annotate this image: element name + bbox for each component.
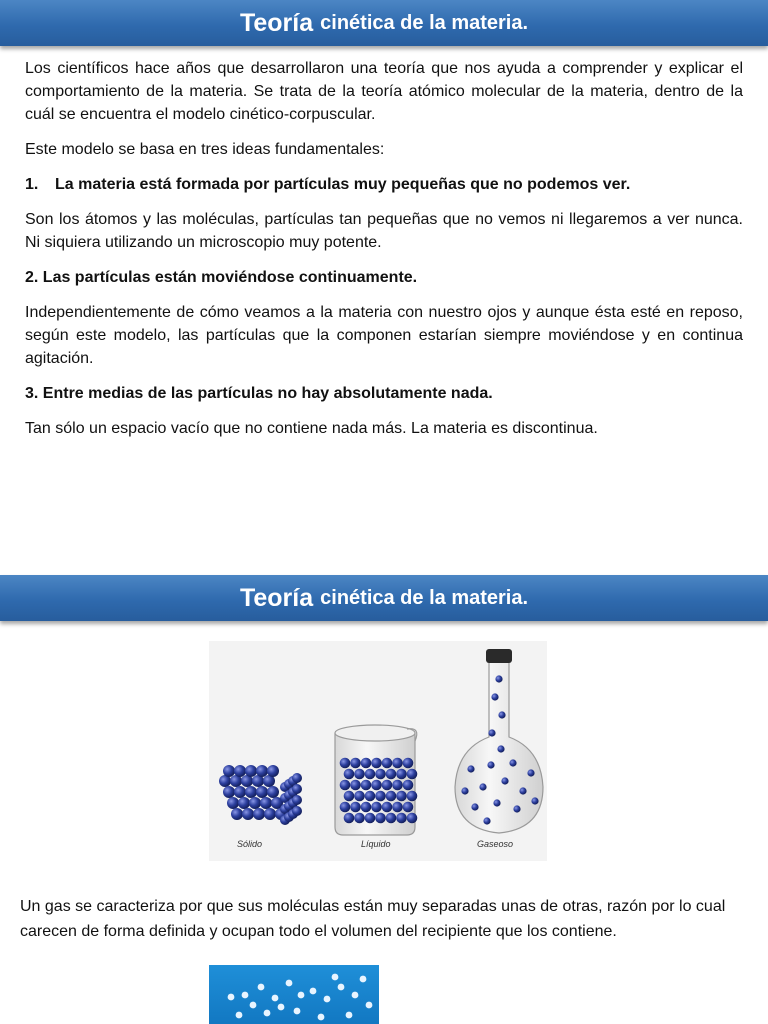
particle (310, 988, 317, 995)
gas-particles-illustration (209, 965, 379, 1024)
label-gas: Gaseoso (477, 839, 514, 849)
particle (407, 769, 418, 780)
particle (344, 813, 355, 824)
particle (396, 791, 407, 802)
particle (386, 791, 397, 802)
particle (361, 758, 372, 769)
particle (493, 799, 500, 806)
particle (318, 1014, 325, 1021)
particle (238, 797, 250, 809)
particle (332, 974, 339, 981)
particle (223, 765, 235, 777)
particle (519, 787, 526, 794)
idea3-heading: 3. Entre medias de las partículas no hay absolutamente nada. (25, 385, 493, 402)
particle (513, 805, 520, 812)
particle (231, 808, 243, 820)
particle (260, 797, 272, 809)
particle (245, 765, 257, 777)
particle (392, 802, 403, 813)
particle (340, 758, 351, 769)
label-solid: Sólido (237, 839, 263, 849)
particle (461, 787, 468, 794)
particle (249, 797, 261, 809)
particle (354, 813, 365, 824)
particle (483, 817, 490, 824)
particle (366, 1002, 373, 1009)
particle (403, 802, 414, 813)
particle (264, 808, 276, 820)
idea3-paragraph: Tan sólo un espacio vacío que no contiene nada más. La materia es discontinua. (25, 420, 598, 437)
particle (267, 765, 279, 777)
particle (386, 769, 397, 780)
particle (354, 769, 365, 780)
lead-paragraph: Este modelo se basa en tres ideas fundamentales: (25, 141, 385, 158)
particle (365, 813, 376, 824)
slide2-title-small: cinética de la materia. (320, 586, 529, 609)
particle (253, 808, 265, 820)
particle (256, 786, 268, 798)
particle (234, 786, 246, 798)
particle (338, 984, 345, 991)
particle (352, 992, 359, 999)
particle (350, 780, 361, 791)
particle (264, 1010, 271, 1017)
particle (292, 806, 302, 816)
particle (361, 802, 372, 813)
particle (371, 802, 382, 813)
idea2-paragraph: Independientemente de cómo veamos a la materia con nuestro ojos y aunque ésta esté en reposo, según este modelo, las partículas que la componen estarían siempre moviéndose y en continua agitación. (25, 304, 743, 367)
particle (360, 976, 367, 983)
particle (527, 769, 534, 776)
particle (531, 797, 538, 804)
particle (228, 994, 235, 1001)
particle (267, 786, 279, 798)
particle (294, 1008, 301, 1015)
gas-paragraph: Un gas se caracteriza por que sus moléculas están muy separadas unas de otras, razón por lo cual carecen de forma definida y ocupan todo el volumen del recipiente que los contiene. (20, 898, 726, 940)
idea1-heading (25, 173, 743, 196)
particle (227, 797, 239, 809)
particle (292, 795, 302, 805)
particle (324, 996, 331, 1003)
particle (479, 783, 486, 790)
particle (392, 780, 403, 791)
particle (386, 813, 397, 824)
particle (471, 803, 478, 810)
particle (344, 769, 355, 780)
particle (407, 813, 418, 824)
particle (258, 984, 265, 991)
intro-paragraph: Los científicos hace años que desarrollaron una teoría que nos ayuda a comprender y explicar el comportamiento de la materia. Se trata de la teoría atómico molecular de la materia, dentro de la cuál se encuentra el modelo cinético-corpuscular. (25, 60, 743, 123)
particle (234, 765, 246, 777)
slide2-title-banner (0, 575, 768, 621)
solid-cube-icon (219, 765, 302, 825)
slide2-title-big: Teoría (239, 583, 314, 612)
particle (375, 769, 386, 780)
slide1-title-small: cinética de la materia. (320, 11, 529, 34)
label-liquid: Líquido (361, 839, 391, 849)
idea1-paragraph: Son los átomos y las moléculas, partículas tan pequeñas que no vemos ni llegaremos a ver nunca. Ni siquiera utilizando un microscopio muy potente. (25, 211, 743, 251)
particle (350, 758, 361, 769)
particle (298, 992, 305, 999)
particle (501, 777, 508, 784)
particle (272, 995, 279, 1002)
particle (242, 808, 254, 820)
particle (340, 780, 351, 791)
particle (396, 769, 407, 780)
particle (236, 1012, 243, 1019)
particle (346, 1012, 353, 1019)
particle (278, 1004, 285, 1011)
idea1-heading-text: La materia está formada por partículas muy pequeñas que no podemos ver. (55, 176, 631, 193)
particle (403, 780, 414, 791)
particle (242, 992, 249, 999)
particle (498, 711, 505, 718)
gas-particles-image (209, 965, 379, 1024)
particle (375, 791, 386, 802)
particle (491, 693, 498, 700)
particle (292, 784, 302, 794)
particle (371, 758, 382, 769)
particle (245, 786, 257, 798)
particle (350, 802, 361, 813)
particle (365, 791, 376, 802)
slide1-title-big: Teoría (239, 8, 314, 37)
particle (292, 773, 302, 783)
particle (354, 791, 365, 802)
particle (407, 791, 418, 802)
particle (371, 780, 382, 791)
idea1-number: 1. (25, 176, 39, 193)
particle (382, 780, 393, 791)
slide1-title-banner (0, 0, 768, 46)
particle (396, 813, 407, 824)
particle (488, 729, 495, 736)
particle (382, 758, 393, 769)
particle (495, 675, 502, 682)
particle (344, 791, 355, 802)
particle (286, 980, 293, 987)
particle (375, 813, 386, 824)
particle (365, 769, 376, 780)
particle (392, 758, 403, 769)
particle (487, 761, 494, 768)
idea2-heading: 2. Las partículas están moviéndose continuamente. (25, 269, 418, 286)
particle (382, 802, 393, 813)
slide1-body (25, 57, 743, 440)
particle (361, 780, 372, 791)
states-illustration (209, 641, 547, 861)
particle (403, 758, 414, 769)
particle (467, 765, 474, 772)
particle (223, 786, 235, 798)
particle (497, 745, 504, 752)
particle (256, 765, 268, 777)
particle (509, 759, 516, 766)
particle (250, 1002, 257, 1009)
particle (340, 802, 351, 813)
states-of-matter-figure (209, 641, 547, 861)
